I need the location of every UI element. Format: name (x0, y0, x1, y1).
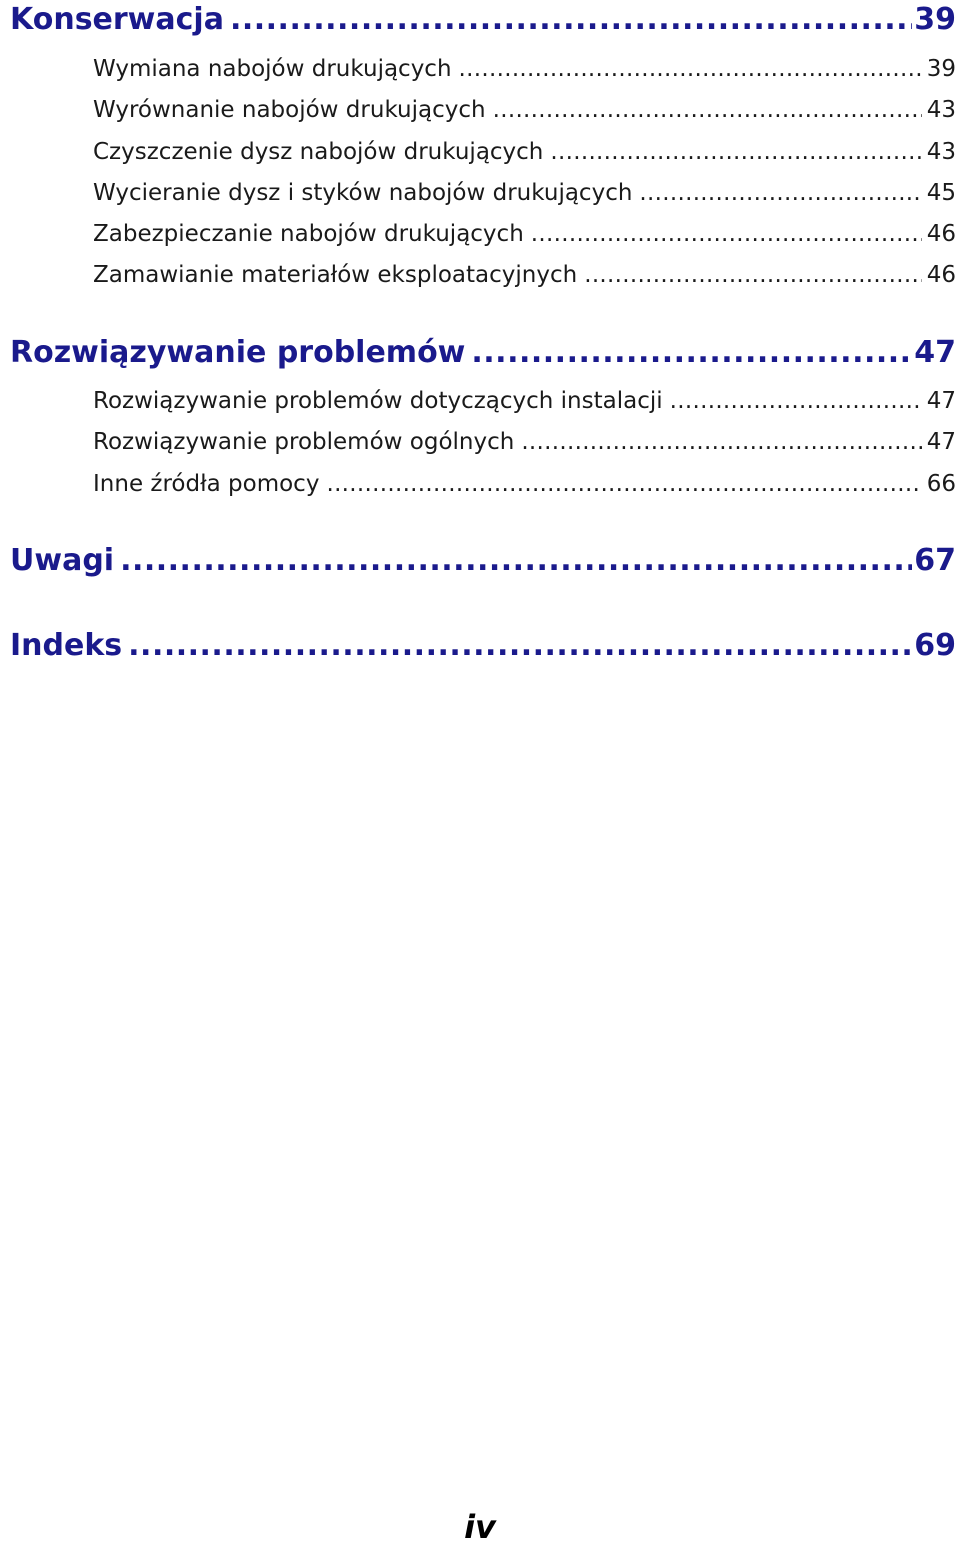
toc-entry[interactable] (93, 429, 956, 455)
toc-entry[interactable] (93, 262, 956, 288)
chapter-title: Indeks (10, 628, 123, 663)
entry-title: Czyszczenie dysz nabojów drukujących (93, 139, 544, 165)
page-number: iv (464, 1508, 496, 1546)
entry-title: Zamawianie materiałów eksploatacyjnych (93, 262, 578, 288)
dot-leader (128, 628, 912, 663)
chapter-title: Rozwiązywanie problemów (10, 335, 466, 370)
dot-leader (531, 221, 922, 247)
toc-chapter-indeks[interactable] (10, 628, 956, 663)
toc-chapter-rozwiazywanie-problemow[interactable] (10, 335, 956, 370)
entry-title: Zabezpieczanie nabojów drukujących (93, 221, 524, 247)
dot-leader (459, 56, 922, 82)
entry-page-number: 66 (926, 471, 956, 497)
chapter-page-number: 47 (914, 335, 956, 370)
entry-page-number: 47 (926, 429, 956, 455)
toc-entry[interactable] (93, 180, 956, 206)
chapter-title: Uwagi (10, 543, 115, 578)
chapter-title: Konserwacja (10, 2, 224, 37)
dot-leader (493, 97, 922, 123)
dot-leader (521, 429, 921, 455)
entry-page-number: 46 (926, 262, 956, 288)
toc-entry[interactable] (93, 56, 956, 82)
entry-page-number: 46 (926, 221, 956, 247)
chapter-page-number: 39 (914, 2, 956, 37)
entry-title: Wymiana nabojów drukujących (93, 56, 452, 82)
entry-page-number: 47 (926, 388, 956, 414)
entry-page-number: 43 (926, 139, 956, 165)
toc-entry[interactable] (93, 139, 956, 165)
entry-title: Rozwiązywanie problemów dotyczących instalacji (93, 388, 663, 414)
toc-entry[interactable] (93, 97, 956, 123)
entry-title: Rozwiązywanie problemów ogólnych (93, 429, 515, 455)
chapter-page-number: 69 (914, 628, 956, 663)
dot-leader (584, 262, 922, 288)
toc-entry[interactable] (93, 471, 956, 497)
entry-title: Wycieranie dysz i styków nabojów drukujących (93, 180, 633, 206)
entry-page-number: 43 (926, 97, 956, 123)
dot-leader (670, 388, 922, 414)
entry-page-number: 45 (926, 180, 956, 206)
dot-leader (326, 471, 921, 497)
toc-chapter-uwagi[interactable] (10, 543, 956, 578)
chapter-page-number: 67 (914, 543, 956, 578)
dot-leader (471, 335, 912, 370)
entry-title: Inne źródła pomocy (93, 471, 320, 497)
toc-entry[interactable] (93, 388, 956, 414)
dot-leader (550, 139, 921, 165)
dot-leader (230, 2, 912, 37)
toc-chapter-konserwacja[interactable] (10, 2, 956, 37)
toc-entry[interactable] (93, 221, 956, 247)
entry-page-number: 39 (926, 56, 956, 82)
dot-leader (120, 543, 912, 578)
dot-leader (639, 180, 921, 206)
entry-title: Wyrównanie nabojów drukujących (93, 97, 486, 123)
